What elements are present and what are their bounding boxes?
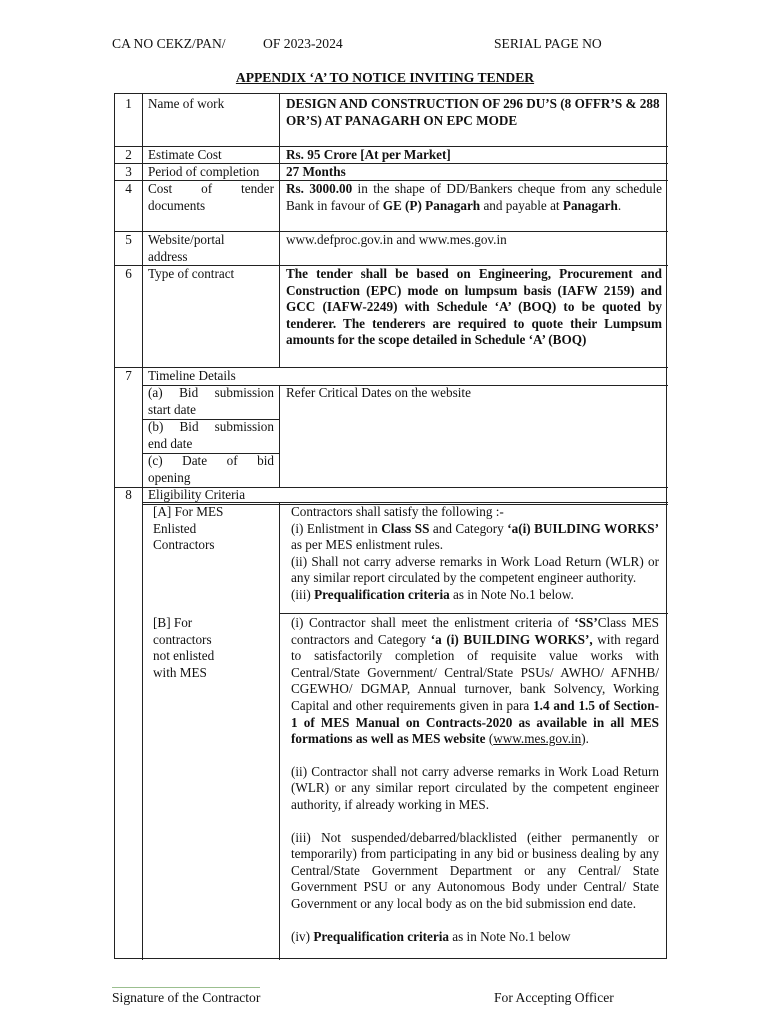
tender-fee-amount: Rs. 3000.00 [286, 181, 353, 196]
text-fragment: Class MES contractors and Category [291, 615, 659, 647]
text-fragment: and payable at [480, 197, 563, 213]
label-bid-submission-start [148, 385, 274, 418]
label-line: (c) Date of bid [148, 453, 274, 468]
text-fragment: (iv) [291, 928, 314, 944]
column-divider [279, 385, 280, 487]
label-line: address [148, 248, 188, 264]
serial-page-number: SERIAL PAGE NO [494, 36, 602, 51]
text-bold: Prequalification criteria [313, 928, 449, 944]
value-website-portal: www.defproc.gov.in and www.mes.gov.in [286, 232, 507, 247]
label-estimate-cost: Estimate Cost [148, 147, 222, 162]
label-mes-enlisted-contractors [153, 504, 243, 554]
label-bid-opening-date [148, 453, 274, 486]
label-eligibility-criteria: Eligibility Criteria [148, 487, 246, 502]
label-line: opening [148, 469, 191, 485]
contract-number: CA NO CEKZ/PAN/ [112, 36, 226, 51]
row-number: 5 [125, 232, 132, 247]
row-number: 2 [125, 147, 132, 162]
payable-at: Panagarh [562, 197, 618, 213]
label-line: end date [148, 435, 193, 451]
text-fragment: as per MES enlistment rules. [291, 537, 443, 553]
value-type-of-contract: The tender shall be based on Engineering, Procurement and Construction (EPC) mode on lumpsum basis (IAFW 2159) and GCC (IAFW-2249) with Schedule ‘A’ (BOQ) to be quoted by tenderer. The tenderers are required to quote their Lumpsum amounts for the scope detailed in Schedule ‘A’ (BOQ) [286, 266, 662, 348]
label-line: with MES [153, 664, 207, 680]
label-line: Cost of tender [148, 181, 274, 196]
row-number: 1 [125, 96, 132, 111]
text-fragment: ( [485, 731, 494, 747]
column-divider [279, 502, 280, 960]
label-non-mes-contractors [153, 615, 243, 681]
text-bold: Prequalification criteria [314, 586, 450, 602]
text-fragment: as in Note No.1 below. [449, 586, 574, 602]
row-number: 8 [125, 487, 132, 502]
criteria-item-ii: (ii) Shall not carry adverse remarks in Work Load Return (WLR) or any similar report circulated by the competent engineer authority. [291, 553, 659, 586]
label-cost-of-tender-documents [148, 181, 274, 214]
text-fragment: (i) Contractor shall meet the enlistment criteria of [291, 615, 575, 630]
payee-name: GE (P) Panagarh [382, 197, 481, 213]
criteria-item-iv [291, 929, 659, 946]
label-bid-submission-end [148, 419, 274, 452]
contractor-signature-label: Signature of the Contractor [112, 990, 261, 1005]
row-number: 7 [125, 368, 132, 383]
text-bold: ‘a(i) BUILDING WORKS’ [507, 520, 659, 536]
criteria-item-iii: (iii) Not suspended/debarred/blacklisted (either permanently or temporarily) from participating in any bid or business dealing by any Central/State Government Department or any Central/ State Government PSU or any Autonomous Body under Central/ State Government or any local body as on the bid submission end date. [291, 829, 659, 911]
label-line: [A] For MES [153, 504, 224, 519]
label-line: contractors [153, 631, 212, 647]
text-bold: Class SS [381, 520, 430, 536]
label-period-of-completion: Period of completion [148, 164, 260, 179]
signature-line [112, 987, 260, 988]
column-divider [142, 94, 143, 960]
label-line: documents [148, 197, 206, 213]
label-line: start date [148, 401, 196, 417]
text-fragment: (iii) [291, 586, 315, 602]
label-line: not enlisted [153, 648, 215, 664]
label-type-of-contract: Type of contract [148, 266, 235, 281]
row-number: 6 [125, 266, 132, 281]
criteria-item-iii [291, 587, 659, 604]
criteria-item-i [291, 521, 659, 554]
criteria-item-i [291, 615, 659, 748]
text-fragment: ). [581, 731, 589, 747]
text-bold: ‘a (i) BUILDING WORKS’, [430, 631, 593, 647]
tender-table [114, 93, 667, 959]
label-name-of-work: Name of work [148, 96, 225, 111]
text-fragment: . [617, 197, 622, 213]
label-line: Contractors [153, 537, 215, 553]
label-website-portal [148, 232, 274, 265]
criteria-non-mes [291, 615, 659, 945]
label-line: Website/portal [148, 232, 225, 247]
label-timeline-details: Timeline Details [148, 368, 236, 383]
value-timeline-details: Refer Critical Dates on the website [286, 385, 471, 400]
accepting-officer-label: For Accepting Officer [494, 990, 614, 1005]
label-line: [B] For [153, 615, 193, 630]
label-line: (a) Bid submission [148, 385, 274, 400]
row-number: 4 [125, 181, 132, 196]
text-fragment: as in Note No.1 below [448, 928, 571, 944]
mes-website-link[interactable]: www.mes.gov.in [493, 731, 582, 747]
criteria-mes-enlisted [291, 504, 659, 604]
text-fragment: (i) Enlistment in [291, 520, 382, 536]
text-fragment: with regard to satisfactorily completion of requisite value works with Central/State Government/ Central/State PSUs/ AWHO/ AFNHB/ CGEWHO/ DGMAP, Annual turnover, bank Solvency, Working Capital and other requirements given in para [291, 631, 660, 713]
criteria-item-ii: (ii) Contractor shall not carry adverse remarks in Work Load Return (WLR) or any similar report circulated by the competent engineer authority, if already working in MES. [291, 763, 659, 812]
row-divider [279, 613, 668, 614]
value-cost-of-tender-documents [286, 181, 662, 214]
text-bold: ‘SS’ [574, 615, 598, 630]
text-bold: 1.4 and 1.5 of Section-1 of MES Manual on Contracts-2020 as available in all MES formations as well as MES website [291, 697, 659, 747]
financial-year: OF 2023-2024 [263, 36, 343, 51]
label-line: Enlisted [153, 520, 197, 536]
label-line: (b) Bid submission [148, 419, 274, 434]
criteria-intro: Contractors shall satisfy the following :- [291, 504, 504, 519]
text-fragment: in the shape of DD/Bankers cheque from any schedule Bank in favour of [286, 181, 662, 213]
document-title: APPENDIX ‘A’ TO NOTICE INVITING TENDER [235, 70, 535, 85]
value-name-of-work: DESIGN AND CONSTRUCTION OF 296 DU’S (8 OFFR’S & 288 OR’S) AT PANAGARH ON EPC MODE [286, 96, 660, 128]
value-period-of-completion: 27 Months [286, 164, 346, 179]
value-estimate-cost: Rs. 95 Crore [At per Market] [286, 147, 451, 162]
text-fragment: and Category [429, 520, 508, 536]
row-number: 3 [125, 164, 132, 179]
